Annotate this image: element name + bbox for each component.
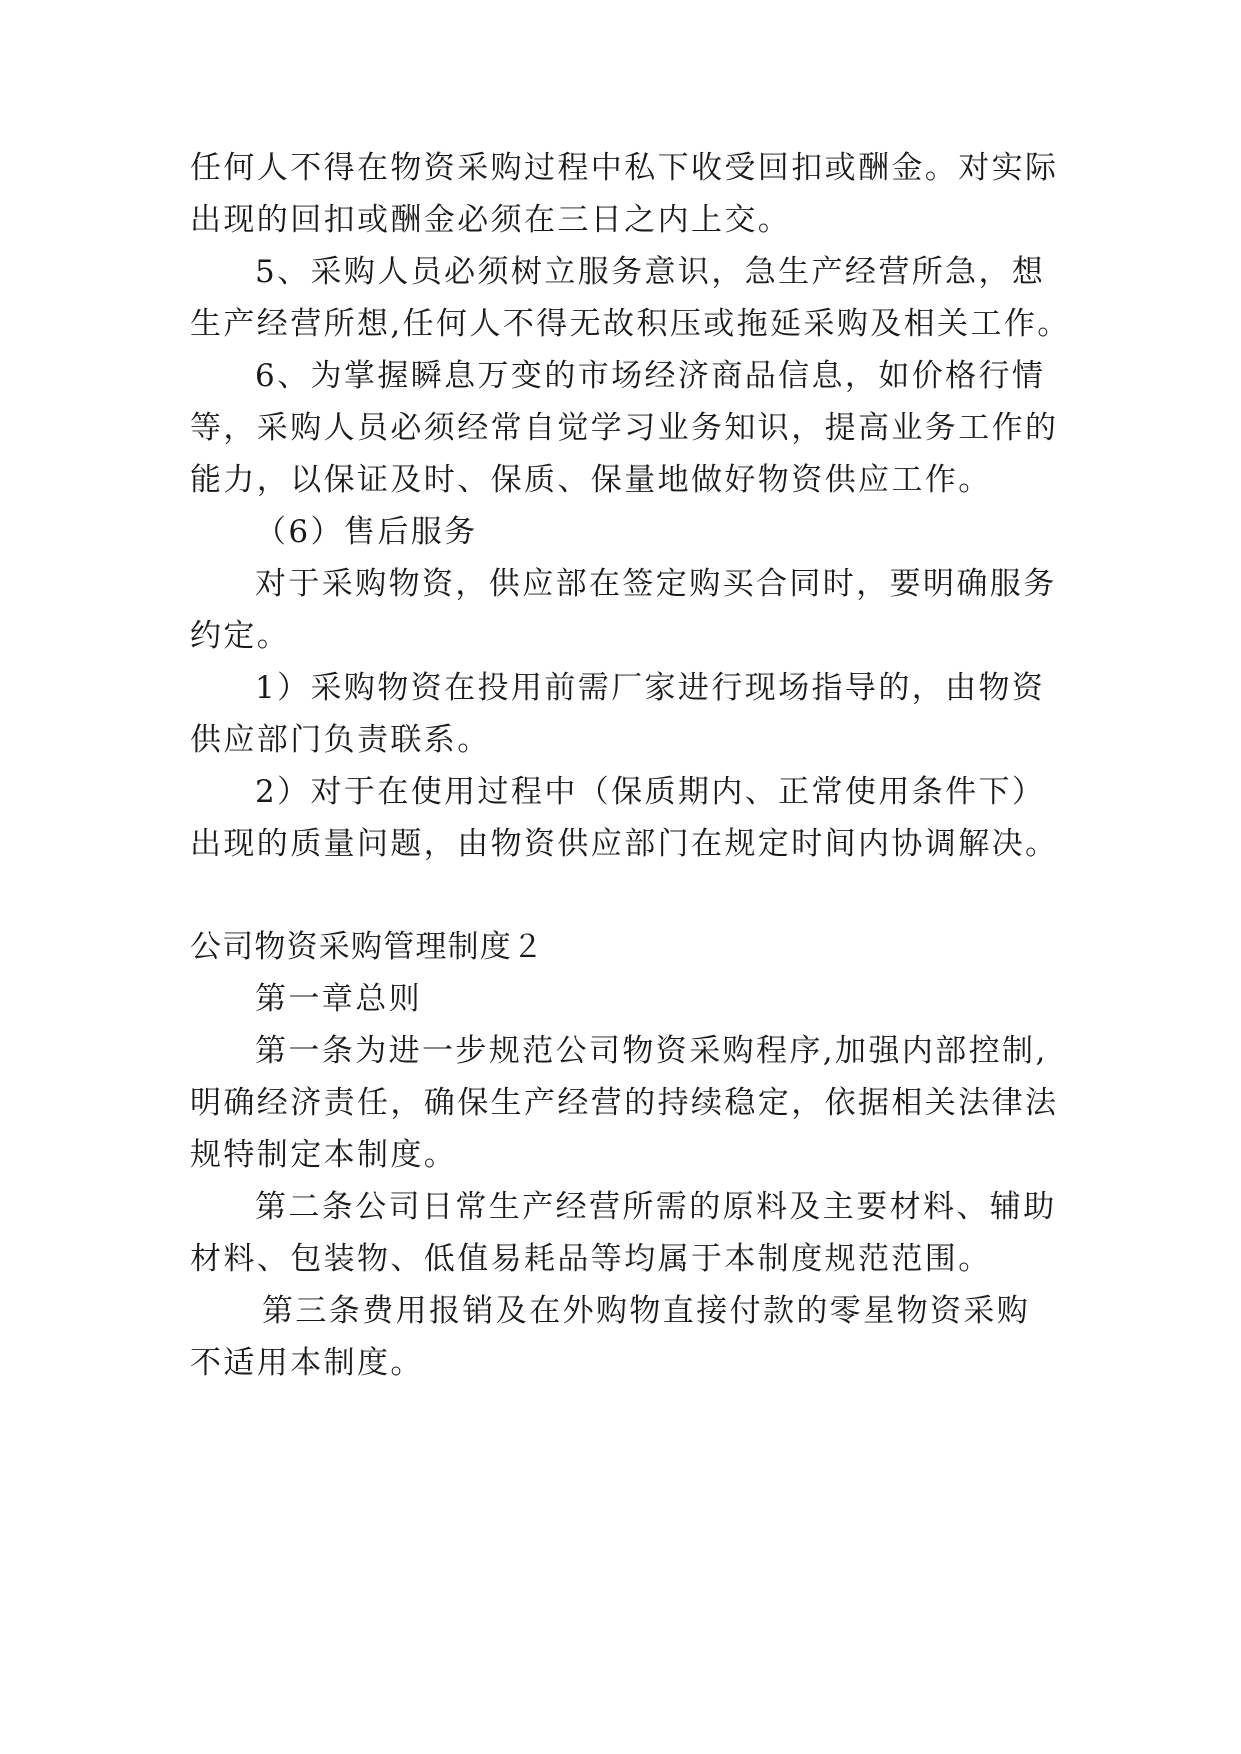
- body-text-line: 供应部门负责联系。: [190, 722, 491, 758]
- body-text-line: 5、采购人员必须树立服务意识，急生产经营所急，想: [255, 254, 1046, 290]
- section-heading: （6）售后服务: [255, 514, 478, 550]
- body-text-line: 出现的回扣或酬金必须在三日之内上交。: [190, 202, 792, 238]
- body-text-line: 1）采购物资在投用前需厂家进行现场指导的，由物资: [255, 670, 1046, 706]
- body-text-line: 规特制定本制度。: [190, 1137, 458, 1173]
- body-text-line: 第三条费用报销及在外购物直接付款的零星物资采购: [262, 1293, 1031, 1329]
- body-text-line: 生产经营所想,任何人不得无故积压或拖延采购及相关工作。: [190, 306, 1071, 342]
- body-text-line: 对于采购物资，供应部在签定购买合同时，要明确服务: [255, 566, 1057, 602]
- body-text-line: 材料、包装物、低值易耗品等均属于本制度规范范围。: [190, 1241, 992, 1277]
- body-text-line: 出现的质量问题，由物资供应部门在规定时间内协调解决。: [190, 826, 1059, 862]
- body-text-line: 不适用本制度。: [190, 1345, 424, 1381]
- body-text-line: 6、为掌握瞬息万变的市场经济商品信息，如价格行情: [255, 358, 1046, 394]
- body-text-line: 明确经济责任，确保生产经营的持续稳定，依据相关法律法: [190, 1085, 1059, 1121]
- body-text-line: 能力，以保证及时、保质、保量地做好物资供应工作。: [190, 462, 992, 498]
- chapter-heading: 第一章总则: [255, 981, 422, 1017]
- body-text-line: 约定。: [190, 618, 291, 654]
- body-text-line: 任何人不得在物资采购过程中私下收受回扣或酬金。对实际: [190, 150, 1059, 186]
- body-text-line: 等，采购人员必须经常自觉学习业务知识，提高业务工作的: [190, 410, 1059, 446]
- document-title: 公司物资采购管理制度２: [190, 929, 545, 965]
- body-text-line: 2）对于在使用过程中（保质期内、正常使用条件下）: [255, 774, 1046, 810]
- body-text-line: 第二条公司日常生产经营所需的原料及主要材料、辅助: [255, 1189, 1057, 1225]
- body-text-line: 第一条为进一步规范公司物资采购程序,加强内部控制,: [255, 1033, 1048, 1069]
